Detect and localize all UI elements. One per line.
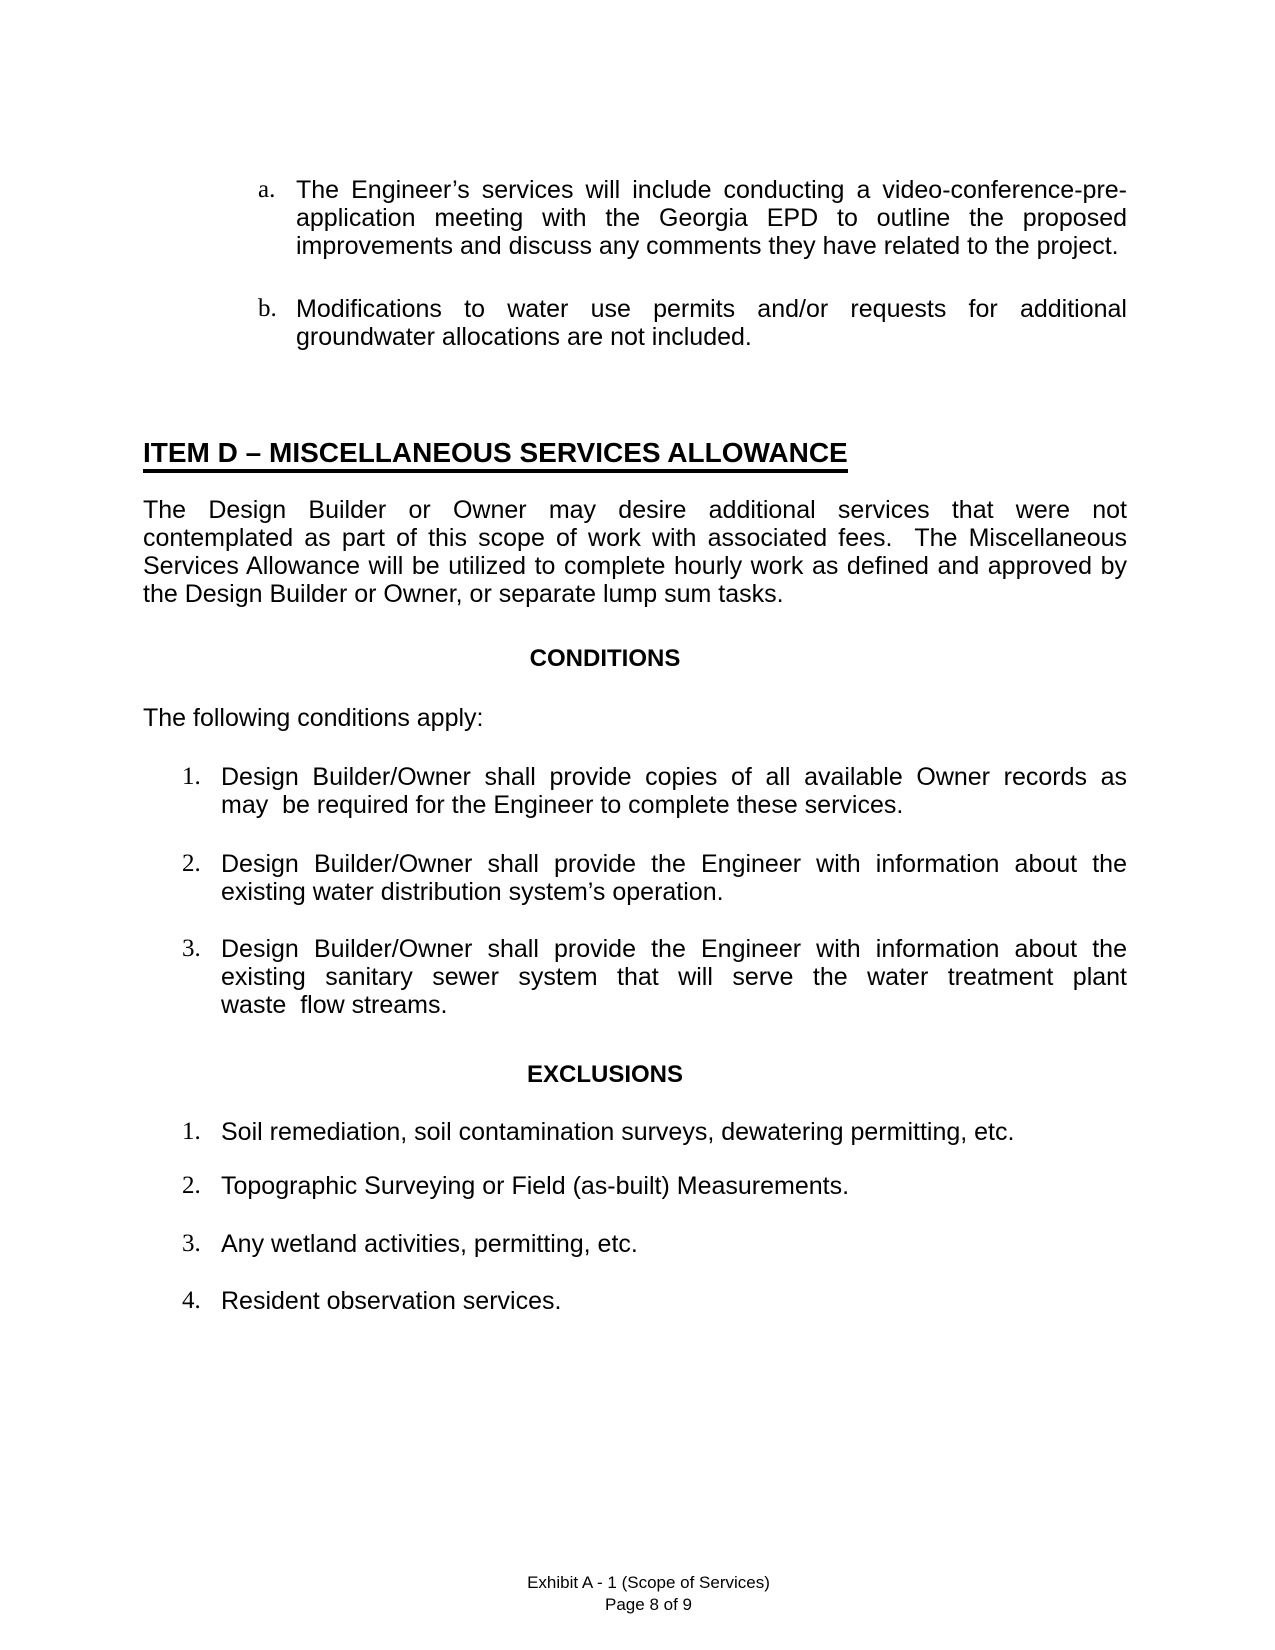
text-line: The following conditions apply:: [143, 704, 484, 732]
exclusion-item-1: [182, 1118, 1127, 1146]
exclusion-item-3: [182, 1230, 1127, 1258]
text-line: may be required for the Engineer to complete these services.: [221, 791, 904, 819]
text-line: Resident observation services.: [221, 1287, 562, 1315]
exclusion-item-2: [182, 1172, 1127, 1200]
condition-item-1: [182, 763, 1127, 819]
text-line: groundwater allocations are not included.: [296, 323, 752, 351]
text-line: The Design Builder or Owner may desire additional services that were not: [143, 496, 1127, 524]
text-line: Any wetland activities, permitting, etc.: [221, 1230, 638, 1258]
condition-item-3-text: [221, 935, 1127, 1019]
list-marker-a: a.: [258, 176, 276, 203]
condition-marker-1: 1.: [182, 763, 201, 790]
text-line: Services Allowance will be utilized to complete hourly work as defined and approved by: [143, 552, 1127, 580]
page-footer: [143, 1572, 1154, 1616]
text-line: Design Builder/Owner shall provide the Engineer with information about the: [221, 935, 1127, 963]
exclusion-item-4-text: [221, 1287, 1127, 1315]
exclusion-item-4: [182, 1287, 1127, 1315]
text-line: the Design Builder or Owner, or separate lump sum tasks.: [143, 580, 784, 608]
condition-item-2: [182, 850, 1127, 906]
text-line: The Engineer’s services will include conducting a video-conference-pre-: [296, 176, 1127, 204]
condition-item-1-text: [221, 763, 1127, 819]
conditions-lead: [143, 704, 1127, 732]
text-line: Design Builder/Owner shall provide the Engineer with information about the: [221, 850, 1127, 878]
intro-paragraph: [143, 496, 1127, 608]
text-line: existing sanitary sewer system that will serve the water treatment plant: [221, 963, 1127, 991]
section-heading-item-d: ITEM D – MISCELLANEOUS SERVICES ALLOWANCE: [143, 438, 848, 473]
text-line: waste flow streams.: [221, 991, 448, 1019]
text-line: Modifications to water use permits and/or requests for additional: [296, 295, 1127, 323]
condition-item-3: [182, 935, 1127, 1019]
exclusion-marker-3: 3.: [182, 1230, 201, 1257]
text-line: existing water distribution system’s operation.: [221, 878, 724, 906]
list-item-a-text: [296, 176, 1127, 260]
text-line: Topographic Surveying or Field (as-built) Measurements.: [221, 1172, 850, 1200]
condition-marker-3: 3.: [182, 935, 201, 962]
list-marker-b: b.: [258, 295, 277, 322]
exclusion-marker-4: 4.: [182, 1287, 201, 1314]
footer-page-number: Page 8 of 9: [605, 1595, 692, 1614]
exclusion-item-3-text: [221, 1230, 1127, 1258]
condition-item-2-text: [221, 850, 1127, 906]
list-item-a: [258, 176, 1127, 260]
text-line: Design Builder/Owner shall provide copies of all available Owner records as: [221, 763, 1127, 791]
list-item-b: [258, 295, 1127, 351]
text-line: improvements and discuss any comments they have related to the project.: [296, 232, 1119, 260]
exclusion-item-2-text: [221, 1172, 1127, 1200]
exclusion-marker-2: 2.: [182, 1172, 201, 1199]
text-line: contemplated as part of this scope of work with associated fees. The Miscellaneous: [143, 524, 1127, 552]
text-line: Soil remediation, soil contamination surveys, dewatering permitting, etc.: [221, 1118, 1015, 1146]
conditions-heading: CONDITIONS: [529, 645, 681, 672]
condition-marker-2: 2.: [182, 850, 201, 877]
text-line: application meeting with the Georgia EPD to outline the proposed: [296, 204, 1127, 232]
exclusion-marker-1: 1.: [182, 1118, 201, 1145]
footer-exhibit-label: Exhibit A - 1 (Scope of Services): [527, 1573, 770, 1592]
list-item-b-text: [296, 295, 1127, 351]
exclusion-item-1-text: [221, 1118, 1127, 1146]
exclusions-heading: EXCLUSIONS: [526, 1061, 684, 1088]
